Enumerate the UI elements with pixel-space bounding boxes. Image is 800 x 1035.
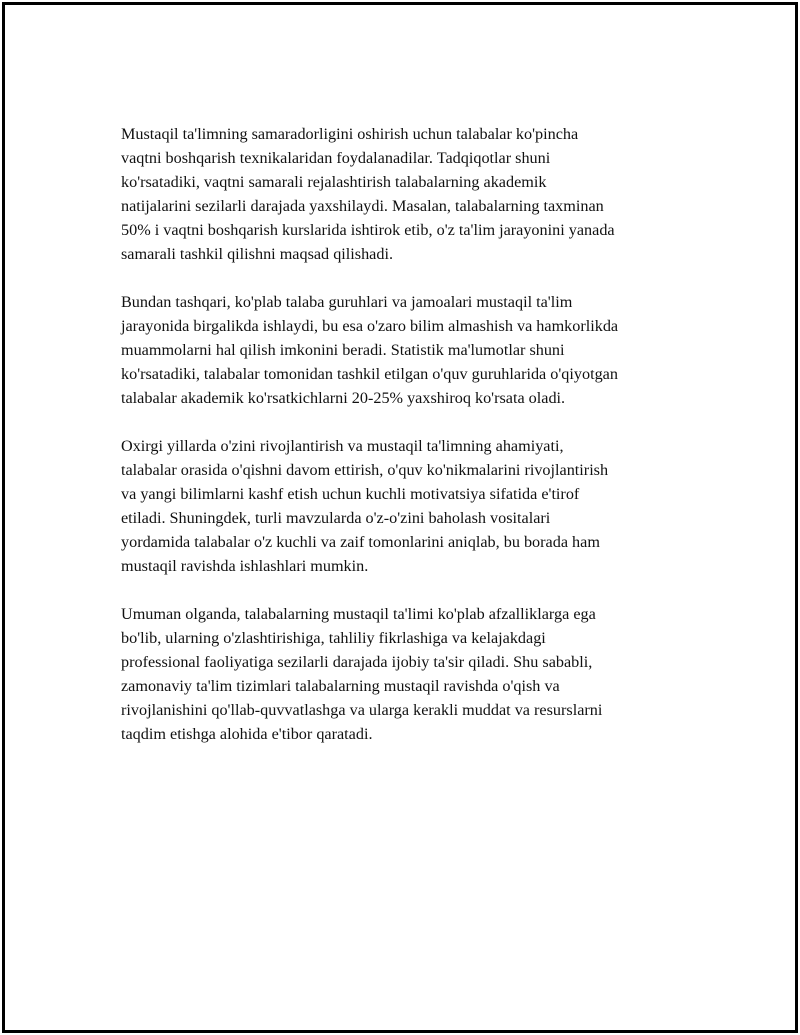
page-frame [2,2,798,1033]
paragraph-1: Mustaqil ta'limning samaradorligini oshirish uchun talabalar ko'pincha vaqtni boshqarish texnikalaridan foydalanadilar. Tadqiqotlar shuni ko'rsatadiki, vaqtni samarali rejalashtirish talabalarning akademik natijalarini sezilarli darajada yaxshilaydi. Masalan, talabalarning taxminan 50% i vaqtni boshqarish kurslarida ishtirok etib, o'z ta'lim jarayonini yanada samarali tashkil qilishni maqsad qilishadi. [121,125,615,263]
paragraph-4: Umuman olganda, talabalarning mustaqil ta'limi ko'plab afzalliklarga ega bo'lib, ularning o'zlashtirishiga, tahliliy fikrlashiga va kelajakdagi professional faoliyatiga sezilarli darajada ijobiy ta'sir qiladi. Shu sababli, zamonaviy ta'lim tizimlari talabalarning mustaqil ravishda o'qish va rivojlanishini qo'llab-quvvatlashga va ularga kerakli muddat va resurslarni taqdim etishga alohida e'tibor qaratadi. [121,605,603,743]
document-body [121,122,693,770]
paragraph-2: Bundan tashqari, ko'plab talaba guruhlari va jamoalari mustaqil ta'lim jarayonida birgalikda ishlaydi, bu esa o'zaro bilim almashish va hamkorlikda muammolarni hal qilish imkonini beradi. Statistik ma'lumotlar shuni ko'rsatadiki, talabalar tomonidan tashkil etilgan o'quv guruhlarida o'qiyotgan talabalar akademik ko'rsatkichlarni 20-25% yaxshiroq ko'rsata oladi. [121,293,619,407]
paragraph-3: Oxirgi yillarda o'zini rivojlantirish va mustaqil ta'limning ahamiyati, talabalar orasida o'qishni davom ettirish, o'quv ko'nikmalarini rivojlantirish va yangi bilimlarni kashf etish uchun kuchli motivatsiya sifatida e'tirof etiladi. Shuningdek, turli mavzularda o'z-o'zini baholash vositalari yordamida talabalar o'z kuchli va zaif tomonlarini aniqlab, bu borada ham mustaqil ravishda ishlashlari mumkin. [121,437,609,575]
